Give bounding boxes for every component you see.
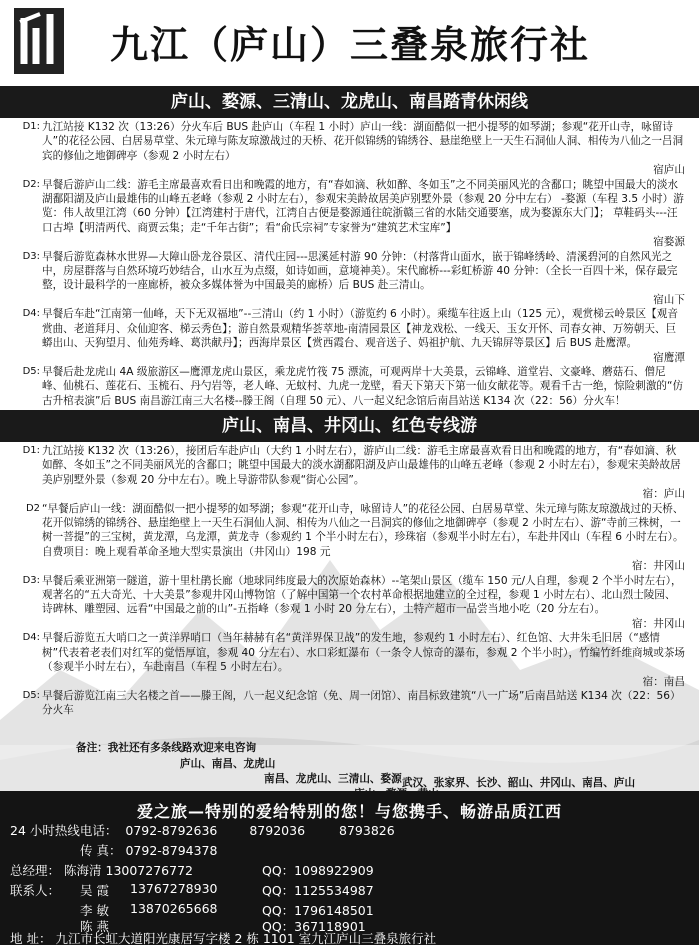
day-text: 早餐后赴龙虎山 4A 级旅游区—鹰潭龙虎山景区，乘龙虎竹筏 75 漂流，可观两岸十大美景，云锦峰、道堂岩、文豪峰、蘑菇石、僧尼峰、仙桃石、莲花石、玉梳石、丹勺岩等，老人峰、无蚊村、九虎一龙壁，看天下第天下第一仙女献花等。观看千古一绝，惊险刺激的“仿古升棺表演”后 BUS 南昌游江南三大名楼--滕王阁（自理 50 元）、八一起义纪念馆后南昌站送 K134 次（22：56）分火车！: [42, 365, 684, 407]
route2-title-bar: [0, 410, 699, 442]
other-route-1: 庐山、南昌、龙虎山: [180, 758, 276, 770]
day-label: D4:: [22, 308, 40, 320]
route1-day-1: [0, 120, 699, 178]
route2-day-3: [0, 574, 699, 632]
route2-title: 庐山、南昌、井冈山、红色专线游: [222, 416, 477, 436]
contact-name-1: 吴 霞: [80, 883, 109, 898]
route2-day-5: [0, 689, 699, 718]
fax-label: 传 真：: [80, 843, 122, 858]
day-text: 九江站接 K132 次（13:26），接团后车赴庐山（大约 1 小时左右），游庐山二线：游毛主席最喜欢看日出和晚霞的地方，有“春如滴、秋如醉、冬如玉”之不同美丽风光的含鄱口；眺望中国最大的淡水湖鄱阳湖及庐山最雄伟的山峰五老峰（参观 2 小时左右），参观宋美龄故居美庐别墅外景（参观 20 分中左右）。晚上导游带队参观“街心公园”。: [42, 445, 681, 486]
route1-day-2: [0, 178, 699, 250]
hotline-number-1[interactable]: 0792-8792636: [125, 823, 218, 838]
address: 九江市长虹大道阳光康居写字楼 2 栋 1101 室九江庐山三叠泉旅行社: [55, 931, 437, 946]
day-text: 早餐后游庐山二线：游毛主席最喜欢看日出和晚霞的地方，有“春如滴、秋如醉、冬如玉”之不同美丽风光的含鄱口；眺望中国最大的淡水湖鄱阳湖及庐山最雄伟的山峰五老峰（参观 2 小时左右），参观宋美龄故居美庐别墅外景（参观 20 分中左右） -婺源（车程 3.5 小时）游览：伟人故里江湾（60 分钟）【江湾建村于唐代，江湾自古便是婺源通往皖浙赣三省的水陆交通要塞，成为婺源东大门】； 草鞋码头---汪口古埠【明清两代、商贾云集；走“千年古街”；看“俞氏宗祠”专家誉为“建筑艺术宝库”】: [42, 178, 684, 234]
manager-phone[interactable]: 13007276772: [105, 863, 193, 878]
day-label: D1:: [22, 445, 40, 456]
day-label: D1:: [22, 121, 40, 132]
other-route-2: 南昌、龙虎山、三清山、婺源: [264, 773, 402, 785]
day-stay: 宿：南昌: [642, 675, 685, 688]
day-label: D5:: [22, 365, 40, 377]
hotline-number-3[interactable]: 8793826: [339, 823, 395, 838]
day-label: D2:: [22, 178, 40, 190]
fax-number: 0792-8794378: [125, 843, 218, 858]
contact-qq-2[interactable]: QQ：1796148501: [262, 903, 374, 918]
manager-label: 总经理：: [10, 863, 61, 878]
day-stay: 宿婺源: [653, 236, 685, 249]
hotline-label: 24 小时热线电话：: [10, 823, 118, 838]
day-text: “早餐后庐山一线：湖面酷似一把小提琴的如琴湖；参观“花开山寺，咏留诗人”的花径公园、白居易草堂、朱元璋与陈友琼激战过的天桥、花开似锦绣的锦绣谷、悬崖绝壁上一天生石洞仙人洞、相传为八仙之一吕洞宾的修仙之地御碑亭（参观 2 小时左右）、游“寺前三株树，一树一菩提”的三宝树，黄龙潭，乌龙潭，黄龙寺（参观约 1 个半小时左右），珍珠宿（参观半小时左右），车赴井冈山（车程 6 小时左右）。自费项目：晚上观看革命圣地大型实景演出（井冈山）198 元: [42, 502, 684, 558]
day-label: D3:: [22, 574, 40, 586]
route2-day-1: [0, 444, 699, 502]
company-name: 九江（庐山）三叠泉旅行社: [110, 23, 591, 67]
day-text: 早餐后车赴“江南第一仙峰，天下无双福地”--三清山（约 1 小时）（游览约 6 小时）。乘缆车往返上山（125 元），观赏梯云岭景区【观音赏曲、老道拜月、众仙迎客、梯云秀色】；游自然景观精华荟萃地-南清园景区【神龙戏松、一线天、玉女开怀、司春女神、万笏朝天、巨蟒出山、天狗望月、仙苑秀峰、葛洪献丹】；西海岸景区【赏西霞台、观音送子、妈祖护航、九天锦屏等景区】后 BUS 赴鹰潭。: [42, 308, 678, 350]
contact-name-3: 陈 燕: [80, 919, 109, 934]
day-stay: 宿：井冈山: [632, 617, 685, 630]
day-text: 早餐后游览五大哨口之一黄洋界哨口（当年赫赫有名“黄洋界保卫战”的发生地，参观约 1 小时左右）、红色馆、大井朱毛旧居（“感情树”代表着老表们对红军的觉悟厚谊，参观 40 分左右）、水口彩虹瀑布（一条令人惊奇的瀑布，参观 2 个半小时），竹编竹纤维商城或茶场（参观半小时左右），车赴南昌（车程 5 小时左右）。: [42, 632, 686, 674]
route1-day-5: [0, 365, 699, 408]
day-text: 早餐后游览江南三大名楼之首——滕王阁，八一起义纪念馆（免、周一闭馆）、南昌标致建筑“八一广场”后南昌站送 K134 次（22：56）分火车: [42, 689, 681, 717]
contact-phone-1[interactable]: 13767278930: [130, 881, 218, 896]
contact-qq-3[interactable]: QQ：367118901: [262, 919, 366, 934]
day-stay: 宿鹰潭: [653, 351, 685, 364]
footer-contact: [0, 791, 699, 945]
route-note: 备注：我社还有多条线路欢迎来电咨询: [76, 742, 257, 754]
day-stay: 宿：庐山: [642, 488, 685, 501]
day-stay: 宿山下: [653, 293, 685, 306]
day-text: 早餐后乘亚洲第一隧道，游十里杜鹃长廊（地球同纬度最大的次原始森林）--笔架山景区（缆车 150 元/人自理，参观 2 个半小时左右），观著名的“五大奇光、十大美景”参观井冈山博物馆（了解中国第一个农村革命根据地建立的全过程，参观 1 小时左右）、北山烈士陵园、诗碑林、雕塑园、远看“中国最之前的山”-五指峰（参观 1 小时 20 分左右），土特产超市一品尝当地小吃（20 分左右）。: [42, 574, 682, 616]
company-logo-icon: [6, 4, 72, 78]
manager-qq[interactable]: QQ：1098922909: [262, 863, 374, 878]
header: [0, 0, 699, 86]
manager-name: 陈海清: [64, 863, 102, 878]
contact-label: 联系人：: [10, 883, 61, 898]
route2-day-2: [0, 502, 699, 574]
day-text: 九江站接 K132 次（13:26）分火车后 BUS 赴庐山（车程 1 小时）庐山一线：湖面酷似一把小提琴的如琴湖；参观“花开山寺，咏留诗人”的花径公园、白居易草堂、朱元璋与陈友琼激战过的天桥、花开似锦绣的锦绣谷、悬崖绝壁上一天生石洞仙人洞、相传为八仙之一吕洞宾的修仙之地御碑亭（参观 2 小时左右）: [42, 121, 684, 162]
day-label: D3:: [22, 250, 40, 262]
route2-itinerary: [0, 444, 699, 718]
hotline-number-2[interactable]: 8792036: [249, 823, 306, 838]
route1-title: 庐山、婺源、三清山、龙虎山、南昌踏青休闲线: [171, 92, 528, 112]
route2-day-4: [0, 631, 699, 689]
route1-itinerary: [0, 120, 699, 408]
other-route-4-line: 武汉、张家界、长沙、韶山、井冈山、南昌、庐山: [402, 777, 636, 789]
route1-day-3: [0, 250, 699, 308]
route1-title-bar: [0, 86, 699, 118]
day-label: D2: [25, 502, 40, 514]
day-stay: 宿庐山: [653, 164, 685, 177]
day-text: 早餐后游览森林水世界—大障山卧龙谷景区、清代庄园---思溪延村游 90 分钟：（村落背山面水，嵌于锦峰绣岭、清溪碧河的自然风光之中，房屋群落与自然环境巧妙结合，山水互为点缀，如诗如画，意境神美）。宋代廊桥---彩虹桥游 40 分钟：（全长一百四十米，保存最完整，设计最科学的一座廊桥，被众多媒体誉为中国最美的廊桥）后 BUS 赴三清山。: [42, 250, 678, 292]
route1-day-4: [0, 307, 699, 365]
contact-phone-2[interactable]: 13870265668: [130, 901, 218, 916]
day-label: D5:: [22, 689, 40, 701]
day-label: D4:: [22, 632, 40, 644]
address-label: 地 址：: [10, 931, 52, 946]
contact-name-2: 李 敏: [80, 903, 109, 918]
contact-qq-1[interactable]: QQ：1125534987: [262, 883, 374, 898]
slogan: 爱之旅—特别的爱给特别的您！与您携手、畅游品质江西: [136, 802, 562, 821]
day-stay: 宿：井冈山: [632, 560, 685, 573]
